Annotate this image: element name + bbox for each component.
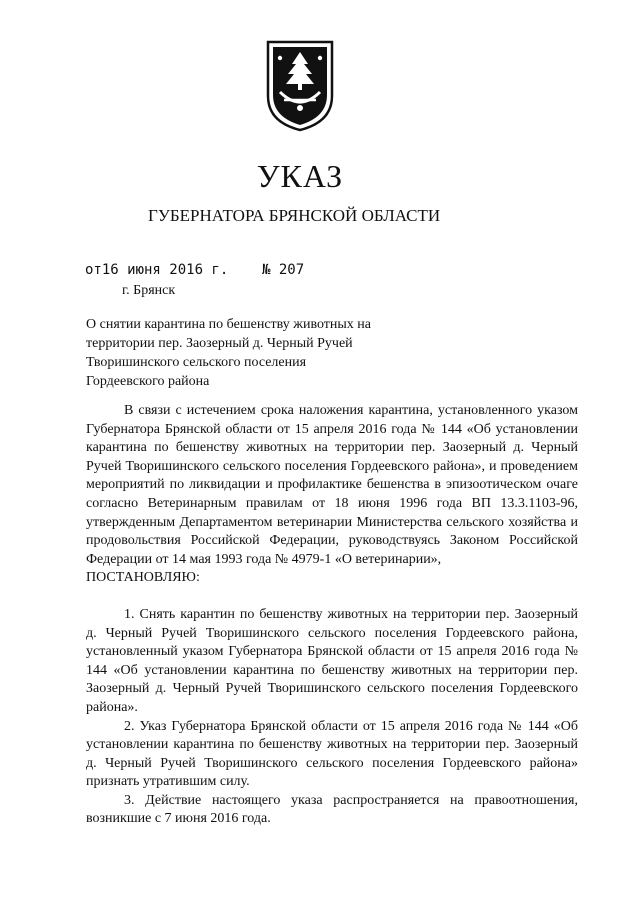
- document-city: г. Брянск: [122, 283, 176, 298]
- date-prefix: от: [85, 262, 102, 278]
- date-line: [85, 262, 228, 278]
- document-number: № 207: [262, 262, 305, 278]
- list-item: 3. Действие настоящего указа распространяется на правоотношения, возникшие с 7 июня 2016 года.: [86, 792, 578, 827]
- coat-of-arms-icon: [264, 40, 336, 132]
- list-item: 1. Снять карантин по бешенству животных на территории пер. Заозерный д. Черный Ручей Творишинского сельского поселения Гордеевского района, установленный указом Губернатора Брянской области от 15 апреля 2016 года № 144 «Об установлении карантина по бешенству животных на территории пер. Заозерный д. Черный Ручей Творишинского сельского поселения Гордеевского района».: [86, 606, 578, 715]
- document-subtitle: ГУБЕРНАТОРА БРЯНСКОЙ ОБЛАСТИ: [148, 206, 441, 225]
- document-subject: О снятии карантина по бешенству животных на территории пер. Заозерный д. Черный Ручей Творишинского сельского поселения Гордеевского района: [86, 317, 371, 389]
- document-date: 16 июня 2016 г.: [101, 262, 229, 278]
- document-body: [86, 402, 578, 829]
- decree-heading: ПОСТАНОВЛЯЮ:: [86, 570, 200, 586]
- preamble-paragraph: В связи с истечением срока наложения карантина, установленного указом Губернатора Брянской области от 15 апреля 2016 года № 144 «Об установлении карантина по бешенству животных на территории пер. Заозерный д. Черный Ручей Творишинского сельского поселения Гордеевского района», и проведением мероприятий по ликвидации и профилактике бешенства в эпизоотическом очаге согласно Ветеринарным правилам от 18 июня 1996 года ВП 13.3.1103-96, утвержденным Департаментом ветеринарии Министерства сельского хозяйства и продовольствия Российской Федерации, руководствуясь Законом Российской Федерации от 14 мая 1993 года № 4979-1 «О ветеринарии»,: [86, 403, 578, 567]
- list-item: 2. Указ Губернатора Брянской области от 15 апреля 2016 года № 144 «Об установлении карантина по бешенству животных на территории пер. Заозерный д. Черный Ручей Творишинского сельского поселения Гордеевского района» признать утратившим силу.: [86, 718, 578, 790]
- document-title: УКАЗ: [256, 158, 344, 194]
